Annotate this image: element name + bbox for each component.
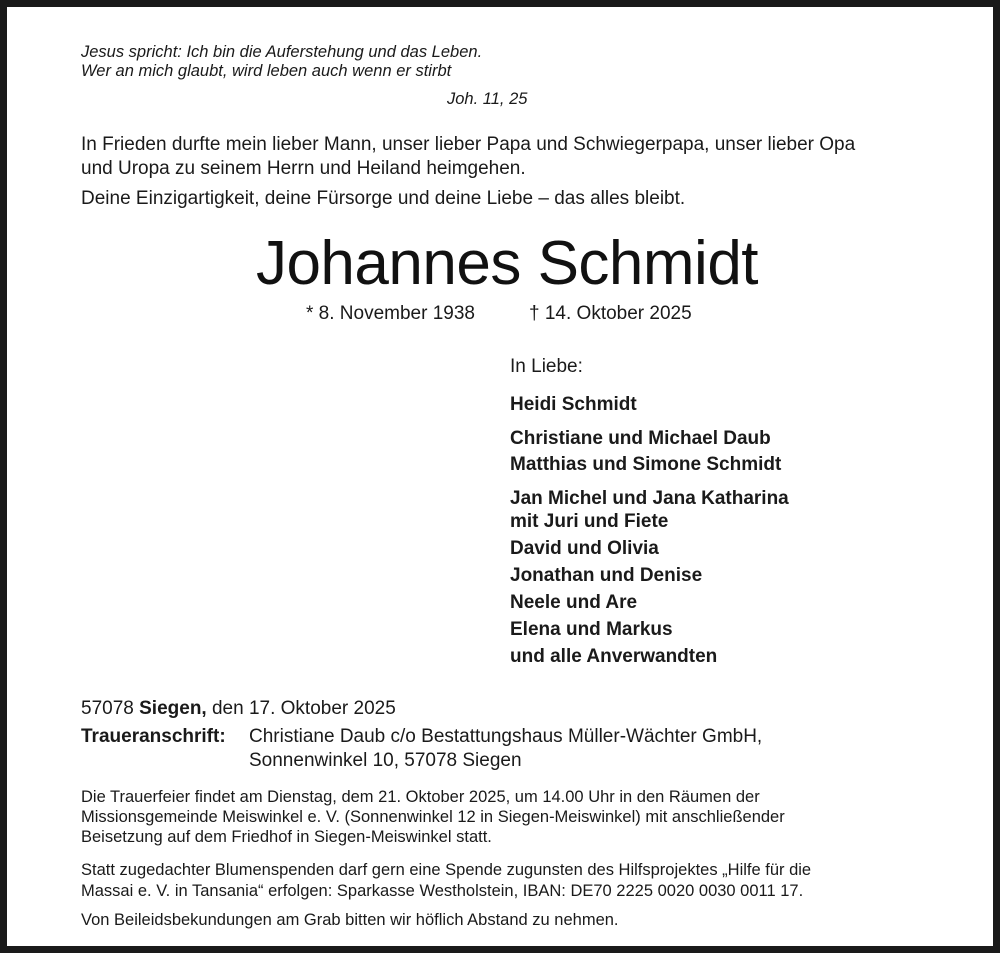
postcode: 57078 bbox=[81, 698, 134, 719]
mourner-name: Matthias und Simone Schmidt bbox=[510, 454, 782, 475]
verse-reference: Joh. 11, 25 bbox=[447, 90, 528, 108]
condolence-note: Von Beileidsbekundungen am Grab bitten wir höflich Abstand zu nehmen. bbox=[81, 911, 619, 929]
mourner-name: David und Olivia bbox=[510, 538, 659, 559]
mourner-name: Jonathan und Denise bbox=[510, 565, 703, 586]
address-line-2: Sonnenwinkel 10, 57078 Siegen bbox=[249, 750, 522, 771]
death-date: † 14. Oktober 2025 bbox=[529, 303, 692, 324]
place-date bbox=[81, 697, 396, 721]
address-line-1: Christiane Daub c/o Bestattungshaus Müller-Wächter GmbH, bbox=[249, 726, 763, 747]
mourner-name: mit Juri und Fiete bbox=[510, 511, 669, 532]
address-label: Traueranschrift: bbox=[81, 726, 226, 747]
mourner-name: Christiane und Michael Daub bbox=[510, 428, 771, 449]
mourner-name: und alle Anverwandten bbox=[510, 646, 718, 667]
intro-line-3: Deine Einzigartigkeit, deine Fürsorge und deine Liebe – das alles bleibt. bbox=[81, 188, 686, 209]
city: Siegen, bbox=[139, 698, 207, 719]
verse-line-2: Wer an mich glaubt, wird leben auch wenn er stirbt bbox=[81, 62, 452, 80]
mourner-name: Jan Michel und Jana Katharina bbox=[510, 488, 789, 509]
intro-line-1: In Frieden durfte mein lieber Mann, unser lieber Papa und Schwiegerpapa, unser lieber Opa bbox=[81, 134, 856, 155]
donation-info-line: Massai e. V. in Tansania“ erfolgen: Sparkasse Westholstein, IBAN: DE70 2225 0020 0030 0011 17. bbox=[81, 882, 804, 900]
mourners-heading: In Liebe: bbox=[510, 356, 583, 377]
donation-info-line: Statt zugedachter Blumenspenden darf gern eine Spende zugunsten des Hilfsprojektes „Hilfe für die bbox=[81, 861, 812, 879]
birth-date: * 8. November 1938 bbox=[306, 303, 475, 324]
verse-line-1: Jesus spricht: Ich bin die Auferstehung und das Leben. bbox=[81, 43, 483, 61]
mourner-name: Elena und Markus bbox=[510, 619, 673, 640]
notice-date: den 17. Oktober 2025 bbox=[211, 698, 396, 719]
funeral-info-line: Beisetzung auf dem Friedhof in Siegen-Meiswinkel statt. bbox=[81, 828, 492, 846]
deceased-name: Johannes Schmidt bbox=[255, 229, 759, 298]
mourner-name: Heidi Schmidt bbox=[510, 394, 637, 415]
mourner-name: Neele und Are bbox=[510, 592, 638, 613]
intro-line-2: und Uropa zu seinem Herrn und Heiland heimgehen. bbox=[81, 158, 526, 179]
funeral-info-line: Die Trauerfeier findet am Dienstag, dem 21. Oktober 2025, um 14.00 Uhr in den Räumen der bbox=[81, 788, 760, 806]
funeral-info-line: Missionsgemeinde Meiswinkel e. V. (Sonnenwinkel 12 in Siegen-Meiswinkel) mit anschließender bbox=[81, 808, 785, 826]
